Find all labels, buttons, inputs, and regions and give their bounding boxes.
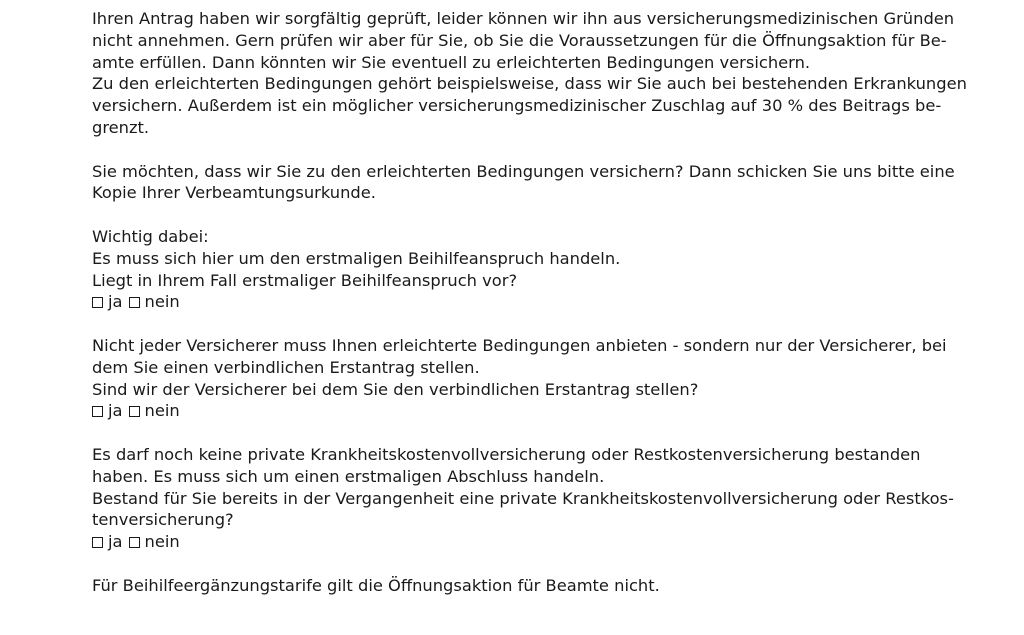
text-line: Wichtig dabei: [92,226,209,246]
letter-body [92,8,972,597]
text-line: Es muss sich hier um den erstmaligen Beihilfeanspruch handeln. [92,248,621,268]
checkbox-yes-label: ja [108,292,123,312]
checkbox-no-label: nein [144,292,180,312]
checkbox-yes[interactable] [92,537,103,548]
text-line: Bestand für Sie bereits in der Vergangenheit eine private Krankheitskostenvollversicherung oder Restkos- [92,488,954,508]
text-line: Nicht jeder Versicherer muss Ihnen erleichterte Bedingungen anbieten - sondern nur der Versicherer, bei [92,335,947,355]
paragraph-request [92,161,972,205]
text-line: Sind wir der Versicherer bei dem Sie den verbindlichen Erstantrag stellen? [92,379,699,399]
answer-options [92,291,972,313]
paragraph-spacer [92,553,972,575]
question-block-1 [92,226,972,313]
text-line: nicht annehmen. Gern prüfen wir aber für Sie, ob Sie die Voraussetzungen für die Öffnungsaktion für Be- [92,30,947,50]
text-line: tenversicherung? [92,510,234,530]
paragraph-spacer [92,139,972,161]
paragraph-spacer [92,204,972,226]
text-line: haben. Es muss sich um einen erstmaligen Abschluss handeln. [92,466,605,486]
paragraph-spacer [92,422,972,444]
checkbox-no[interactable] [129,537,140,548]
text-line: Sie möchten, dass wir Sie zu den erleichterten Bedingungen versichern? Dann schicken Sie uns bitte eine [92,161,955,181]
text-line: Zu den erleichterten Bedingungen gehört beispielsweise, dass wir Sie auch bei bestehenden Erkrankungen [92,74,967,94]
checkbox-yes[interactable] [92,406,103,417]
text-line: versichern. Außerdem ist ein möglicher versicherungsmedizinischer Zuschlag auf 30 % des Beitrags be- [92,96,942,116]
question-block-2 [92,335,972,422]
text-line: grenzt. [92,117,150,137]
question-block-3 [92,444,972,553]
checkbox-yes-label: ja [108,532,123,552]
text-line: Ihren Antrag haben wir sorgfältig geprüft, leider können wir ihn aus versicherungsmedizinischen Gründen [92,9,955,28]
checkbox-no-label: nein [144,532,180,552]
text-line: dem Sie einen verbindlichen Erstantrag stellen. [92,357,480,377]
paragraph-spacer [92,313,972,335]
text-line: amte erfüllen. Dann könnten wir Sie eventuell zu erleichterten Bedingungen versichern. [92,52,811,72]
paragraph-intro [92,8,972,139]
answer-options [92,531,972,553]
answer-options [92,400,972,422]
checkbox-yes[interactable] [92,297,103,308]
text-line: Liegt in Ihrem Fall erstmaliger Beihilfeanspruch vor? [92,270,518,290]
checkbox-yes-label: ja [108,401,123,421]
text-line: Es darf noch keine private Krankheitskostenvollversicherung oder Restkostenversicherung bestanden [92,444,921,464]
checkbox-no[interactable] [129,406,140,417]
checkbox-no[interactable] [129,297,140,308]
closing-note: Für Beihilfeergänzungstarife gilt die Öffnungsaktion für Beamte nicht. [92,575,660,595]
text-line: Kopie Ihrer Verbeamtungsurkunde. [92,183,376,203]
checkbox-no-label: nein [144,401,180,421]
